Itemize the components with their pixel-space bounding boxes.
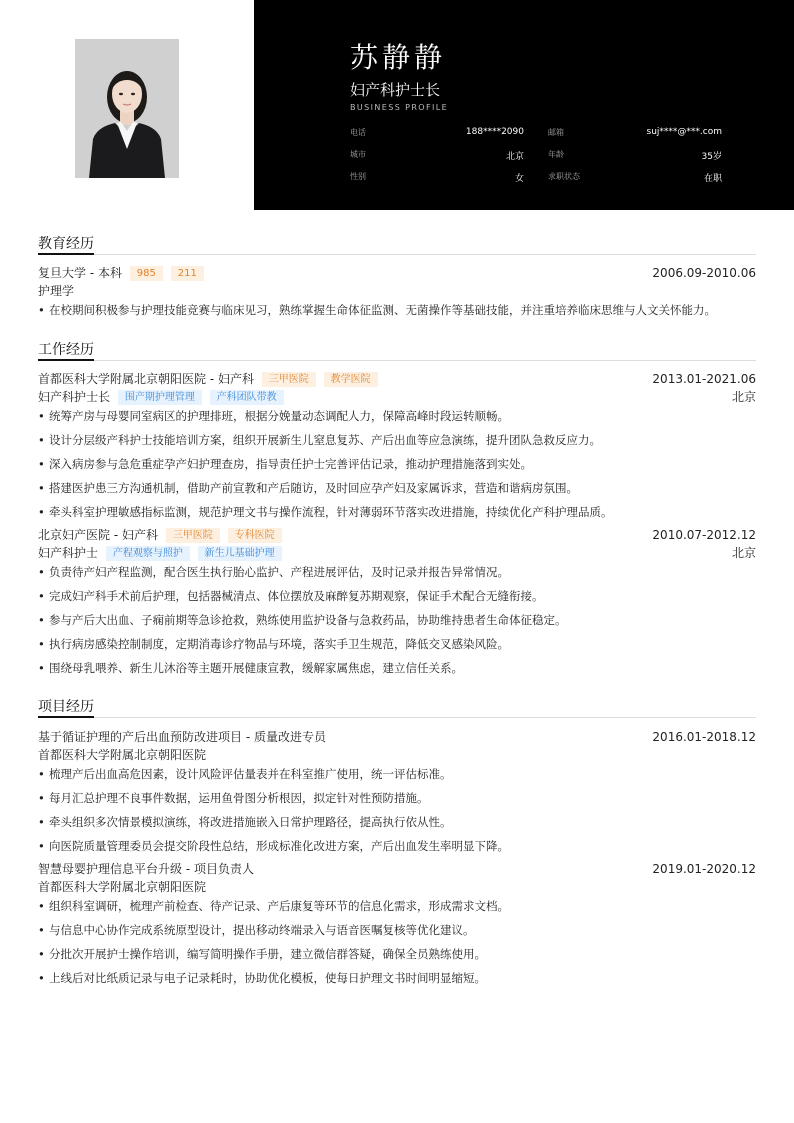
candidate-name: 苏静静	[350, 41, 447, 74]
list-item	[38, 480, 756, 496]
section-title: 工作经历	[38, 342, 94, 358]
bullet-dot: •	[38, 505, 45, 519]
info-label: 城市	[350, 150, 366, 159]
bullet-dot: •	[38, 457, 45, 471]
bullet-text: 搭建医护患三方沟通机制，借助产前宣教和产后随访，及时回应孕产妇及家属诉求，营造和谐病房氛围。	[49, 481, 578, 495]
section-underline	[38, 716, 94, 718]
job-org: 北京妇产医院 - 妇产科	[38, 528, 158, 542]
bullet-dot: •	[38, 565, 45, 579]
list-item	[38, 838, 756, 854]
bullet-dot: •	[38, 589, 45, 603]
list-item	[38, 636, 756, 652]
info-value: 35岁	[701, 152, 722, 162]
project-title-row	[38, 861, 756, 877]
info-label: 求职状态	[548, 172, 580, 181]
job-date: 2013.01-2021.06	[652, 372, 756, 386]
section-title: 项目经历	[38, 699, 94, 715]
org-tag: 三甲医院	[262, 372, 316, 387]
org-tag: 三甲医院	[166, 528, 220, 543]
org-tag: 教学医院	[324, 372, 378, 387]
project-date: 2016.01-2018.12	[652, 730, 756, 744]
bullet-dot: •	[38, 947, 45, 961]
bullet-dot: •	[38, 481, 45, 495]
job-city: 北京	[731, 546, 756, 560]
info-label: 性别	[350, 172, 366, 181]
profile-photo-illustration	[75, 39, 179, 178]
school-name: 复旦大学 - 本科	[38, 266, 122, 280]
bullet-text: 牵头科室护理敏感指标监测，规范护理文书与操作流程，针对薄弱环节落实改进措施，持续优化产科护理品质。	[49, 505, 613, 519]
list-item	[38, 766, 756, 782]
job-city: 北京	[731, 390, 756, 404]
project-title-row	[38, 729, 756, 745]
education-section	[38, 234, 756, 324]
list-item	[38, 408, 756, 424]
work-section	[38, 340, 756, 680]
bullet-text: 梳理产后出血高危因素，设计风险评估量表并在科室推广使用，统一评估标准。	[49, 767, 452, 781]
role-tag: 新生儿基础护理	[198, 546, 282, 561]
section-divider	[38, 360, 756, 361]
list-item	[38, 456, 756, 472]
section-divider	[38, 717, 756, 718]
bullet-text: 牵头组织多次情景模拟演练，将改进措施嵌入日常护理路径，提高执行依从性。	[49, 815, 452, 829]
bullet-dot: •	[38, 613, 45, 627]
bullet-text: 参与产后大出血、子痫前期等急诊抢救，熟练使用监护设备与急救药品，协助维持患者生命体征稳定。	[49, 613, 567, 627]
list-item	[38, 790, 756, 806]
project-date: 2019.01-2020.12	[652, 862, 756, 876]
job-role-row	[38, 545, 756, 561]
header-subtitle: BUSINESS PROFILE	[350, 103, 449, 112]
project-org: 首都医科大学附属北京朝阳医院	[38, 880, 207, 894]
list-item	[38, 302, 756, 318]
project-org: 首都医科大学附属北京朝阳医院	[38, 748, 207, 762]
resume-header	[0, 0, 794, 210]
job-date: 2010.07-2012.12	[652, 528, 756, 542]
role-tag: 产科团队带教	[210, 390, 284, 405]
bullet-text: 向医院质量管理委员会提交阶段性总结，形成标准化改进方案，产后出血发生率明显下降。	[49, 839, 509, 853]
bullet-text: 分批次开展护士操作培训，编写简明操作手册，建立微信群答疑，确保全员熟练使用。	[49, 947, 486, 961]
bullet-text: 在校期间积极参与护理技能竞赛与临床见习，熟练掌握生命体征监测、无菌操作等基础技能，并注重培养临床思维与人文关怀能力。	[49, 303, 716, 317]
job-org: 首都医科大学附属北京朝阳医院 - 妇产科	[38, 372, 254, 386]
list-item	[38, 612, 756, 628]
education-major: 护理学	[38, 284, 75, 298]
bullet-dot: •	[38, 791, 45, 805]
bullet-text: 深入病房参与急危重症孕产妇护理查房，指导责任护士完善评估记录，推动护理措施落到实处。	[49, 457, 532, 471]
projects-section	[38, 697, 756, 997]
bullet-dot: •	[38, 923, 45, 937]
header-panel	[254, 0, 794, 210]
bullet-dot: •	[38, 433, 45, 447]
job-org-row	[38, 371, 756, 387]
job-title: 妇产科护士长	[350, 81, 441, 99]
info-value: 在职	[703, 174, 722, 184]
info-value: suj****@***.com	[646, 127, 722, 137]
bullet-text: 围绕母乳喂养、新生儿沐浴等主题开展健康宣教，缓解家属焦虑，建立信任关系。	[49, 661, 463, 675]
section-title: 教育经历	[38, 236, 94, 252]
info-job-status	[548, 171, 722, 183]
bullet-text: 设计分层级产科护士技能培训方案，组织开展新生儿窒息复苏、产后出血等应急演练，提升团队急救反应力。	[49, 433, 601, 447]
info-label: 电话	[350, 128, 366, 137]
bullet-dot: •	[38, 767, 45, 781]
info-gender	[350, 171, 524, 183]
info-value: 188****2090	[465, 127, 524, 137]
list-item	[38, 660, 756, 676]
org-tag: 专科医院	[228, 528, 282, 543]
role-tag: 围产期护理管理	[118, 390, 202, 405]
bullet-dot: •	[38, 839, 45, 853]
list-item	[38, 898, 756, 914]
bullet-dot: •	[38, 815, 45, 829]
section-underline	[38, 253, 94, 255]
bullet-text: 上线后对比纸质记录与电子记录耗时，协助优化模板，使每日护理文书时间明显缩短。	[49, 971, 486, 985]
bullet-text: 与信息中心协作完成系统原型设计，提出移动终端录入与语音医嘱复核等优化建议。	[49, 923, 475, 937]
school-tag: 211	[171, 266, 204, 281]
education-date: 2006.09-2010.06	[652, 266, 756, 280]
info-label: 年龄	[548, 150, 564, 159]
list-item	[38, 432, 756, 448]
bullet-dot: •	[38, 637, 45, 651]
bullet-text: 完成妇产科手术前后护理，包括器械清点、体位摆放及麻醉复苏期观察，保证手术配合无缝衔接。	[49, 589, 544, 603]
list-item	[38, 946, 756, 962]
list-item	[38, 588, 756, 604]
bullet-dot: •	[38, 409, 45, 423]
job-role: 妇产科护士	[38, 546, 99, 560]
bullet-text: 执行病房感染控制制度，定期消毒诊疗物品与环境，落实手卫生规范，降低交叉感染风险。	[49, 637, 509, 651]
bullet-dot: •	[38, 971, 45, 985]
bullet-text: 负责待产妇产程监测，配合医生执行胎心监护、产程进展评估，及时记录并报告异常情况。	[49, 565, 509, 579]
profile-photo	[75, 39, 179, 178]
project-name: 智慧母婴护理信息平台升级 - 项目负责人	[38, 862, 254, 876]
bullet-text: 组织科室调研，梳理产前检查、待产记录、产后康复等环节的信息化需求，形成需求文档。	[49, 899, 509, 913]
bullet-dot: •	[38, 303, 45, 317]
project-name: 基于循证护理的产后出血预防改进项目 - 质量改进专员	[38, 730, 326, 744]
info-label: 邮箱	[548, 128, 564, 137]
job-role: 妇产科护士长	[38, 390, 111, 404]
job-role-row	[38, 389, 756, 405]
bullet-text: 统筹产房与母婴同室病区的护理排班，根据分娩量动态调配人力，保障高峰时段运转顺畅。	[49, 409, 509, 423]
section-underline	[38, 359, 94, 361]
info-age	[548, 149, 722, 161]
list-item	[38, 564, 756, 580]
role-tag: 产程观察与照护	[106, 546, 190, 561]
school-tag: 985	[130, 266, 163, 281]
info-city	[350, 149, 524, 161]
list-item	[38, 970, 756, 986]
info-value: 北京	[505, 152, 524, 162]
list-item	[38, 814, 756, 830]
job-org-row	[38, 527, 756, 543]
bullet-dot: •	[38, 661, 45, 675]
bullet-text: 每月汇总护理不良事件数据，运用鱼骨图分析根因，拟定针对性预防措施。	[49, 791, 429, 805]
info-email	[548, 127, 722, 139]
list-item	[38, 922, 756, 938]
info-value: 女	[514, 174, 524, 184]
info-phone	[350, 127, 524, 139]
section-divider	[38, 254, 756, 255]
list-item	[38, 504, 756, 520]
bullet-dot: •	[38, 899, 45, 913]
education-school-row	[38, 265, 756, 281]
